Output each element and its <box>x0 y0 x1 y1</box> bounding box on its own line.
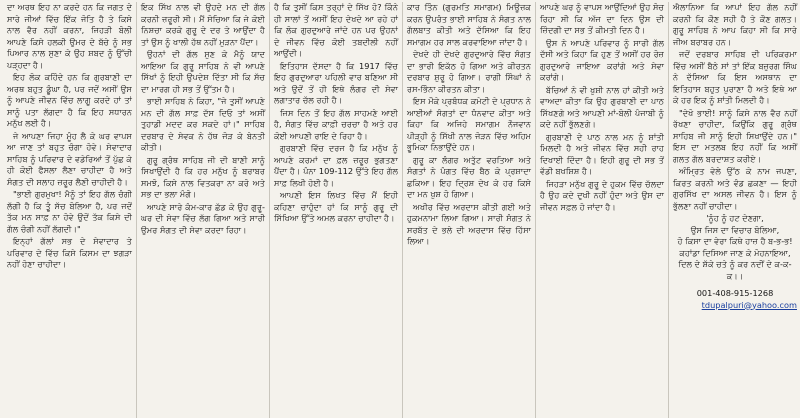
paragraph: ਆਪਣੇ ਸਾਰੇ ਕੰਮ-ਕਾਰ ਛੱਡ ਕੇ ਉਹ ਗੁਰੂ-ਘਰ ਦੀ ਸੇਵਾ ਵਿੱਚ ਲੱਗ ਗਿਆ ਅਤੇ ਸਾਰੀ ਉਮਰ ਸੰਗਤ ਦੀ ਸੇਵਾ ਕਰਦਾ ਰਿਹਾ। <box>141 201 265 235</box>
verse-line: ਉਸ ਜਿਸ ਦਾ ਵਿਚਾਰ ਬੋਲਿਆ, <box>690 224 780 235</box>
text-column-4 <box>402 2 535 418</box>
paragraph: ਅੰਮ੍ਰਿਤ ਵੇਲੇ ਉੱਠ ਕੇ ਨਾਮ ਜਪਣਾ, ਕਿਰਤ ਕਰਨੀ ਅਤੇ ਵੰਡ ਛਕਣਾ — ਇਹੀ ਗੁਰਸਿੱਖ ਦਾ ਅਸਲ ਜੀਵਨ ਹੈ। ਇਸ ਨੂੰ ਭੁੱਲਣਾ ਨਹੀਂ ਚਾਹੀਦਾ। <box>673 166 797 211</box>
paragraph: ਗੁਰੂ ਗ੍ਰੰਥ ਸਾਹਿਬ ਜੀ ਦੀ ਬਾਣੀ ਸਾਨੂੰ ਸਿਖਾਉਂਦੀ ਹੈ ਕਿ ਹਰ ਮਨੁੱਖ ਨੂੰ ਬਰਾਬਰ ਸਮਝੋ, ਕਿਸੇ ਨਾਲ ਵਿਤਕਰਾ ਨਾ ਕਰੋ ਅਤੇ ਸਭ ਦਾ ਭਲਾ ਮੰਗੋ। <box>141 154 265 199</box>
paragraph: ਦੇਖਦੇ ਹੀ ਦੇਖਦੇ ਗੁਰਦੁਆਰੇ ਵਿੱਚ ਸੰਗਤ ਦਾ ਭਾਰੀ ਇਕੱਠ ਹੋ ਗਿਆ ਅਤੇ ਕੀਰਤਨ ਦਰਬਾਰ ਸ਼ੁਰੂ ਹੋ ਗਿਆ। ਰਾਗੀ ਸਿੰਘਾਂ ਨੇ ਰਸ-ਭਿੰਨਾ ਕੀਰਤਨ ਕੀਤਾ। <box>407 49 531 94</box>
verse-line: ਹੋ ਕਿਸਾ ਦਾ ਵੇਰਾ ਕਿਥੇ ਹਾਜ਼ ਹੈ ਬ-ਭ-ਭ! <box>677 236 793 246</box>
paragraph: ਗੁਰਬਾਣੀ ਦੇ ਪਾਠ ਨਾਲ ਮਨ ਨੂੰ ਸ਼ਾਂਤੀ ਮਿਲਦੀ ਹੈ ਅਤੇ ਜੀਵਨ ਵਿੱਚ ਸਹੀ ਰਾਹ ਦਿਖਾਈ ਦਿੰਦਾ ਹੈ। ਇਹੀ ਗੁਰੂ ਦੀ ਸਭ ਤੋਂ ਵੱਡੀ ਬਖਸ਼ਿਸ਼ ਹੈ। <box>540 131 664 176</box>
paragraph: ਜਦੋਂ ਦਰਬਾਰ ਸਾਹਿਬ ਦੀ ਪਰਿਕਰਮਾ ਵਿੱਚ ਅਸੀਂ ਬੈਠੇ ਸਾਂ ਤਾਂ ਇੱਕ ਬਜ਼ੁਰਗ ਸਿੰਘ ਨੇ ਦੱਸਿਆ ਕਿ ਇਸ ਅਸਥਾਨ ਦਾ ਇਤਿਹਾਸ ਬਹੁਤ ਪੁਰਾਣਾ ਹੈ ਅਤੇ ਇਥੇ ਆ ਕੇ ਹਰ ਇਕ ਨੂੰ ਸ਼ਾਂਤੀ ਮਿਲਦੀ ਹੈ। <box>673 49 797 105</box>
verse-line: 'ਨੂੰਹ ਨੂੰ ਹਟ ਦੇਣਗਾ, <box>706 213 764 223</box>
verse-line: ਦਿਲ ਦੇ ਸ਼ੱਕੇ ਚਤੇ ਨੂੰ ਕਰ ਨਦੀਂ ਦੇ ਕ-ਕ-ਕ।। <box>678 259 792 281</box>
paragraph: ਇਕ ਸਿੱਖ ਨਾਲ ਵੀ ਉਹਦੇ ਮਨ ਦੀ ਗੱਲ ਕਰਨੀ ਜ਼ਰੂਰੀ ਸੀ। ਮੈਂ ਸੋਚਿਆ ਕਿ ਜੇ ਕੋਈ ਨਿਸ਼ਚਾ ਕਰਕੇ ਗੁਰੂ ਦੇ ਦਰ ਤੇ ਆਉਂਦਾ ਹੈ ਤਾਂ ਉਸ ਨੂੰ ਖਾਲੀ ਹੱਥ ਨਹੀਂ ਮੁੜਨਾ ਪੈਂਦਾ। <box>141 2 265 47</box>
paragraph: ਇਨ੍ਹਾਂ ਗੱਲਾਂ ਸਭ ਦੇ ਸੇਵਾਦਾਰ ਤੇ ਪਰਿਵਾਰ ਦੇ ਵਿੱਚ ਕਿਸੇ ਕਿਸਮ ਦਾ ਝਗੜਾ ਨਹੀਂ ਹੋਣਾ ਚਾਹੀਦਾ। <box>7 236 132 269</box>
author-phone: 001-408-915-1268 <box>696 288 774 298</box>
verse-line: ਕਹਾਂਡਾ ਦਿਸਿਆ ਜਾਣ ਕੇ ਮੋਹਨਾਇਆ, <box>679 247 791 258</box>
text-column-5 <box>535 2 668 418</box>
paragraph: ਉਹਨਾਂ ਦੀ ਗੱਲ ਸੁਣ ਕੇ ਮੈਨੂੰ ਯਾਦ ਆਇਆ ਕਿ ਗੁਰੂ ਸਾਹਿਬ ਨੇ ਵੀ ਆਪਣੇ ਸਿੱਖਾਂ ਨੂੰ ਇਹੀ ਉਪਦੇਸ਼ ਦਿੱਤਾ ਸੀ ਕਿ ਸੱਚ ਦਾ ਮਾਰਗ ਹੀ ਸਭ ਤੋਂ ਉੱਤਮ ਹੈ। <box>141 49 265 94</box>
paragraph: "ਦੇਖੋ ਭਾਈ! ਸਾਨੂੰ ਕਿਸੇ ਨਾਲ ਵੈਰ ਨਹੀਂ ਰੱਖਣਾ ਚਾਹੀਦਾ, ਕਿਉਂਕਿ ਗੁਰੂ ਗ੍ਰੰਥ ਸਾਹਿਬ ਜੀ ਸਾਨੂੰ ਇਹੀ ਸਿਖਾਉਂਦੇ ਹਨ।" ਇਸ ਦਾ ਮਤਲਬ ਇਹ ਨਹੀਂ ਕਿ ਅਸੀਂ ਗਲਤ ਗੱਲ ਬਰਦਾਸ਼ਤ ਕਰੀਏ। <box>673 107 797 164</box>
paragraph: ਦਾ ਅਰਥ ਇਹ ਨਾ ਕਰਦੇ ਹਨ ਕਿ ਜਗਤ ਦੇ ਸਾਰੇ ਜੀਆਂ ਵਿੱਚ ਇੱਕ ਜੋਤਿ ਹੈ ਤੇ ਕਿਸੇ ਨਾਲ ਵੈਰ ਨਹੀਂ ਕਰਨਾ, ਜਿਹੜੀ ਬੋਲੀ ਆਪਣੇ ਕਿਸੇ ਹਲਕੀ ਉਮਰ ਦੇ ਬੱਚੇ ਨੂੰ ਸਭ ਪਿਆਰ ਨਾਲ ਸੁਣਾ ਕੇ ਉਹ ਸ਼ਬਦ ਨੂੰ ਉੱਚੀ ਪੜ੍ਹਦਾ ਹੈ। <box>7 2 132 70</box>
text-column-6 <box>668 2 800 418</box>
paragraph: ਗੁਰਬਾਣੀ ਵਿੱਚ ਦਰਜ ਹੈ ਕਿ ਮਨੁੱਖ ਨੂੰ ਆਪਣੇ ਕਰਮਾਂ ਦਾ ਫ਼ਲ ਜ਼ਰੂਰ ਭੁਗਤਣਾ ਪੈਂਦਾ ਹੈ। ਪੰਨਾ 109-112 ਉੱਤੇ ਇਹ ਗੱਲ ਸਾਫ਼ ਲਿਖੀ ਹੋਈ ਹੈ। <box>274 143 398 188</box>
paragraph: ਇਸ ਮੌਕੇ ਪ੍ਰਬੰਧਕ ਕਮੇਟੀ ਦੇ ਪ੍ਰਧਾਨ ਨੇ ਆਈਆਂ ਸੰਗਤਾਂ ਦਾ ਧੰਨਵਾਦ ਕੀਤਾ ਅਤੇ ਕਿਹਾ ਕਿ ਅਜਿਹੇ ਸਮਾਗਮ ਨੌਜਵਾਨ ਪੀੜ੍ਹੀ ਨੂੰ ਸਿੱਖੀ ਨਾਲ ਜੋੜਨ ਵਿੱਚ ਅਹਿਮ ਭੂਮਿਕਾ ਨਿਭਾਉਂਦੇ ਹਨ। <box>407 96 531 152</box>
paragraph: "ਭਾਈ ਗੁਰਮੁਖਾ! ਮੈਨੂੰ ਤਾਂ ਇਹ ਗੱਲ ਚੰਗੀ ਲੱਗੀ ਹੈ ਕਿ ਤੂੰ ਸੱਚ ਬੋਲਿਆ ਹੈ, ਪਰ ਜਦੋਂ ਤੱਕ ਮਨ ਸਾਫ਼ ਨਾ ਹੋਵੇ ਉਦੋਂ ਤੱਕ ਕਿਸੇ ਦੀ ਗੱਲ ਚੰਗੀ ਨਹੀਂ ਲੱਗਦੀ।" <box>7 189 132 234</box>
paragraph: ਇਹ ਲੋਕ ਕਹਿੰਦੇ ਹਨ ਕਿ ਗੁਰਬਾਣੀ ਦਾ ਅਰਥ ਬਹੁਤ ਡੂੰਘਾ ਹੈ, ਪਰ ਜਦੋਂ ਅਸੀਂ ਉਸ ਨੂੰ ਆਪਣੇ ਜੀਵਨ ਵਿੱਚ ਲਾਗੂ ਕਰਦੇ ਹਾਂ ਤਾਂ ਸਾਨੂੰ ਪਤਾ ਲੱਗਦਾ ਹੈ ਕਿ ਇਹ ਸਧਾਰਨ ਮਨੁੱਖ ਲਈ ਹੈ। <box>7 72 132 128</box>
paragraph: ਗੁਰੂ ਕਾ ਲੰਗਰ ਅਤੁੱਟ ਵਰਤਿਆ ਅਤੇ ਸੰਗਤਾਂ ਨੇ ਪੰਗਤ ਵਿੱਚ ਬੈਠ ਕੇ ਪ੍ਰਸ਼ਾਦਾ ਛਕਿਆ। ਇਹ ਦ੍ਰਿਸ਼ ਦੇਖ ਕੇ ਹਰ ਕਿਸੇ ਦਾ ਮਨ ਖੁਸ਼ ਹੋ ਗਿਆ। <box>407 154 531 199</box>
paragraph: ਅਖੀਰ ਵਿੱਚ ਅਰਦਾਸ ਕੀਤੀ ਗਈ ਅਤੇ ਹੁਕਮਨਾਮਾ ਲਿਆ ਗਿਆ। ਸਾਰੀ ਸੰਗਤ ਨੇ ਸਰਬੱਤ ਦੇ ਭਲੇ ਦੀ ਅਰਦਾਸ ਵਿੱਚ ਹਿੱਸਾ ਲਿਆ। <box>407 201 531 246</box>
paragraph: ਉਸ ਨੇ ਆਪਣੇ ਪਰਿਵਾਰ ਨੂੰ ਸਾਰੀ ਗੱਲ ਦੱਸੀ ਅਤੇ ਕਿਹਾ ਕਿ ਹੁਣ ਤੋਂ ਅਸੀਂ ਹਰ ਰੋਜ਼ ਗੁਰਦੁਆਰੇ ਜਾਇਆ ਕਰਾਂਗੇ ਅਤੇ ਸੇਵਾ ਕਰਾਂਗੇ। <box>540 37 664 82</box>
paragraph: ਹੈ ਕਿ ਤੁਸੀਂ ਕਿਸ ਤਰ੍ਹਾਂ ਦੇ ਸਿੱਖ ਹੋ? ਕਿੰਨੇ ਹੀ ਸਾਲਾਂ ਤੋਂ ਅਸੀਂ ਇਹ ਦੇਖਦੇ ਆ ਰਹੇ ਹਾਂ ਕਿ ਲੋਕ ਗੁਰਦੁਆਰੇ ਜਾਂਦੇ ਹਨ ਪਰ ਉਹਨਾਂ ਦੇ ਜੀਵਨ ਵਿੱਚ ਕੋਈ ਤਬਦੀਲੀ ਨਹੀਂ ਆਉਂਦੀ। <box>274 2 398 58</box>
text-column-1 <box>3 2 136 418</box>
verse-block <box>673 213 797 282</box>
text-column-3 <box>269 2 402 418</box>
paragraph: ਭਾਈ ਸਾਹਿਬ ਨੇ ਕਿਹਾ, "ਜੇ ਤੁਸੀਂ ਆਪਣੇ ਮਨ ਦੀ ਗੱਲ ਸਾਫ਼ ਦੱਸ ਦਿਓ ਤਾਂ ਅਸੀਂ ਤੁਹਾਡੀ ਮਦਦ ਕਰ ਸਕਦੇ ਹਾਂ।" ਸਾਹਿਬ ਦਰਬਾਰ ਦੇ ਸੇਵਕ ਨੇ ਹੱਥ ਜੋੜ ਕੇ ਬੇਨਤੀ ਕੀਤੀ। <box>141 96 265 152</box>
paragraph: ਆਪਣੇ ਘਰ ਨੂੰ ਵਾਪਸ ਆਉਂਦਿਆਂ ਉਹ ਸੋਚ ਰਿਹਾ ਸੀ ਕਿ ਅੱਜ ਦਾ ਦਿਨ ਉਸ ਦੀ ਜ਼ਿੰਦਗੀ ਦਾ ਸਭ ਤੋਂ ਕੀਮਤੀ ਦਿਨ ਹੈ। <box>540 2 664 35</box>
paragraph: ਆਪਣੀ ਇਸ ਲਿਖਤ ਵਿੱਚ ਮੈਂ ਇਹੀ ਕਹਿਣਾ ਚਾਹੁੰਦਾ ਹਾਂ ਕਿ ਸਾਨੂੰ ਗੁਰੂ ਦੀ ਸਿੱਖਿਆ ਉੱਤੇ ਅਮਲ ਕਰਨਾ ਚਾਹੀਦਾ ਹੈ। <box>274 190 398 223</box>
author-contact <box>673 288 797 311</box>
paragraph: ਜਿਹੜਾ ਮਨੁੱਖ ਗੁਰੂ ਦੇ ਹੁਕਮ ਵਿੱਚ ਚੱਲਦਾ ਹੈ ਉਹ ਕਦੇ ਦੁਖੀ ਨਹੀਂ ਹੁੰਦਾ ਅਤੇ ਉਸ ਦਾ ਜੀਵਨ ਸਫ਼ਲ ਹੋ ਜਾਂਦਾ ਹੈ। <box>540 178 664 212</box>
paragraph: ਇਤਿਹਾਸ ਦੱਸਦਾ ਹੈ ਕਿ 1917 ਵਿੱਚ ਇਹ ਗੁਰਦੁਆਰਾ ਪਹਿਲੀ ਵਾਰ ਬਣਿਆ ਸੀ ਅਤੇ ਉਦੋਂ ਤੋਂ ਹੀ ਇਥੇ ਲੰਗਰ ਦੀ ਸੇਵਾ ਲਗਾਤਾਰ ਚੱਲ ਰਹੀ ਹੈ। <box>274 60 398 105</box>
paragraph: ਬੱਚਿਆਂ ਨੇ ਵੀ ਖੁਸ਼ੀ ਨਾਲ ਹਾਂ ਕੀਤੀ ਅਤੇ ਵਾਅਦਾ ਕੀਤਾ ਕਿ ਉਹ ਗੁਰਬਾਣੀ ਦਾ ਪਾਠ ਸਿੱਖਣਗੇ ਅਤੇ ਆਪਣੀ ਮਾਂ-ਬੋਲੀ ਪੰਜਾਬੀ ਨੂੰ ਕਦੇ ਨਹੀਂ ਭੁੱਲਣਗੇ। <box>540 84 664 129</box>
paragraph: ਜਿਸ ਦਿਨ ਤੋਂ ਇਹ ਗੱਲ ਸਾਹਮਣੇ ਆਈ ਹੈ, ਸੰਗਤ ਵਿੱਚ ਕਾਫ਼ੀ ਚਰਚਾ ਹੈ ਅਤੇ ਹਰ ਕੋਈ ਆਪਣੀ ਰਾਇ ਦੇ ਰਿਹਾ ਹੈ। <box>274 107 398 141</box>
paragraph: ਕਾਰ ਤਿੰਨ (ਗੁਰਮਤਿ ਸਮਾਗਮ) ਮਿਊਜ਼ਕ ਕਰਨ ਉਪਰੰਤ ਭਾਈ ਸਾਹਿਬ ਨੇ ਸੰਗਤ ਨਾਲ ਗੱਲਬਾਤ ਕੀਤੀ ਅਤੇ ਦੱਸਿਆ ਕਿ ਇਹ ਸਮਾਗਮ ਹਰ ਸਾਲ ਕਰਵਾਇਆ ਜਾਂਦਾ ਹੈ। <box>407 2 531 47</box>
author-email[interactable]: tdupalpuri@yahoo.com <box>701 299 797 310</box>
text-column-2 <box>136 2 269 418</box>
paragraph: ਐਲਾਨਿਆ ਕਿ ਆਪਾਂ ਇਹ ਗੱਲ ਨਹੀਂ ਕਰਨੀ ਕਿ ਕੌਣ ਸਹੀ ਹੈ ਤੇ ਕੌਣ ਗਲਤ। ਗੁਰੂ ਸਾਹਿਬ ਨੇ ਆਪ ਕਿਹਾ ਸੀ ਕਿ ਸਾਰੇ ਜੀਅ ਬਰਾਬਰ ਹਨ। <box>673 2 797 47</box>
paragraph: ਜੇ ਆਪਣਾ ਜਿਹਾ ਮੂੰਹ ਲੈ ਕੇ ਘਰ ਵਾਪਸ ਆ ਜਾਣ ਤਾਂ ਬਹੁਤ ਚੰਗਾ ਹੋਵੇ। ਸੇਵਾਦਾਰ ਸਾਹਿਬ ਨੂੰ ਪਰਿਵਾਰ ਦੇ ਵਡੇਰਿਆਂ ਤੋਂ ਪੁੱਛ ਕੇ ਹੀ ਕੋਈ ਫੈਸਲਾ ਲੈਣਾ ਚਾਹੀਦਾ ਹੈ ਅਤੇ ਸੰਗਤ ਦੀ ਸਲਾਹ ਜ਼ਰੂਰ ਲੈਣੀ ਚਾਹੀਦੀ ਹੈ। <box>7 130 132 187</box>
